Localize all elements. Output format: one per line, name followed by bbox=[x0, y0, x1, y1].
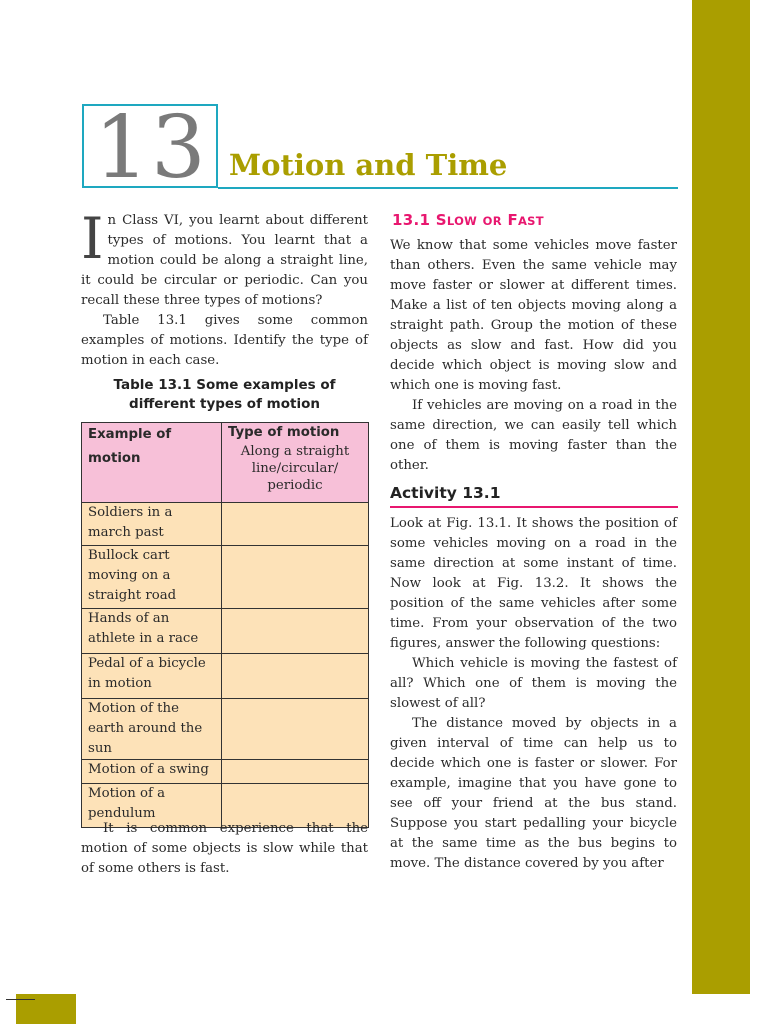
header-example bbox=[82, 423, 222, 503]
table-cell-type bbox=[222, 503, 369, 546]
activity-text bbox=[390, 514, 677, 874]
section-word2: OR bbox=[482, 214, 502, 228]
table-header-row bbox=[82, 423, 369, 503]
side-color-band bbox=[692, 0, 750, 994]
drop-cap: I bbox=[81, 206, 104, 272]
table-cell-example: Motion of a pendulum bbox=[82, 784, 222, 828]
section-text bbox=[390, 236, 677, 476]
table-row bbox=[82, 546, 369, 609]
section-word1-cap: S bbox=[435, 211, 447, 229]
header-type bbox=[222, 423, 369, 503]
left-bottom-paragraph: It is common experience that the motion of some objects is slow while that of some others is fast. bbox=[81, 821, 368, 876]
table-cell-example: Bullock cart moving on a straight road bbox=[82, 546, 222, 609]
table-row bbox=[82, 699, 369, 760]
header-type-options: Along a straight line/circular/ periodic bbox=[240, 444, 350, 493]
section-number: 13.1 bbox=[392, 211, 431, 229]
header-example-label: Example of motion bbox=[88, 427, 172, 466]
table-cell-example: Soldiers in a march past bbox=[82, 503, 222, 546]
table-cell-type bbox=[222, 546, 369, 609]
header-type-label: Type of motion bbox=[228, 425, 340, 440]
table-cell-example: Motion of a swing bbox=[82, 760, 222, 784]
chapter-title: Motion and Time bbox=[229, 148, 508, 182]
table-caption-line-2: different types of motion bbox=[129, 396, 320, 412]
activity-rule bbox=[390, 506, 678, 508]
section-word3-cap: F bbox=[507, 211, 518, 229]
table-cell-example: Motion of the earth around the sun bbox=[82, 699, 222, 760]
section-heading bbox=[392, 211, 544, 229]
section-paragraph-2: If vehicles are moving on a road in the same direction, we can easily tell which one of them is moving faster than the other. bbox=[390, 398, 677, 473]
section-word3-rest: AST bbox=[517, 214, 544, 228]
chapter-number: 13 bbox=[94, 98, 208, 198]
section-paragraph-1: We know that some vehicles move faster than others. Even the same vehicle may move faster or slower at different times. Make a list of ten objects moving along a straight path. Group the motion of these objects as slow and fast. How did you decide which object is moving slow and which one is moving fast. bbox=[390, 238, 677, 393]
table-row bbox=[82, 503, 369, 546]
table-cell-example: Pedal of a bicycle in motion bbox=[82, 654, 222, 699]
table-cell-type bbox=[222, 609, 369, 654]
table-cell-type bbox=[222, 760, 369, 784]
table-cell-type bbox=[222, 699, 369, 760]
table-row bbox=[82, 654, 369, 699]
table-cell-example: Hands of an athlete in a race bbox=[82, 609, 222, 654]
motion-examples-table bbox=[81, 422, 369, 828]
left-bottom-text bbox=[81, 819, 368, 879]
activity-paragraph-2: Which vehicle is moving the fastest of all? Which one of them is moving the slowest of all? bbox=[390, 656, 677, 711]
activity-paragraph-3: The distance moved by objects in a given interval of time can help us to decide which one is faster or slower. For example, imagine that you have gone to see off your friend at the bus stand. Suppose you start pedalling your bicycle at the same time as the bus begins to move. The distance covered by you after bbox=[390, 716, 677, 871]
activity-paragraph-1: Look at Fig. 13.1. It shows the position of some vehicles moving on a road in the same direction at some instant of time. Now look at Fig. 13.2. It shows the position of the same vehicles after some time. From your observation of the two figures, answer the following questions: bbox=[390, 516, 677, 651]
section-word1-rest: LOW bbox=[446, 214, 478, 228]
table-caption bbox=[81, 376, 368, 414]
title-rule bbox=[218, 187, 678, 189]
table-row bbox=[82, 609, 369, 654]
intro-paragraph-1-text: n Class VI, you learnt about different types of motions. You learnt that a motion could be along a straight line, it could be circular or periodic. Can you recall these three types of motions? bbox=[81, 213, 368, 308]
corner-crop-mark bbox=[6, 996, 35, 1000]
activity-title: Activity 13.1 bbox=[390, 484, 501, 502]
intro-text bbox=[81, 206, 368, 371]
intro-paragraph-1 bbox=[81, 206, 368, 311]
table-caption-line-1: Table 13.1 Some examples of bbox=[113, 377, 336, 393]
intro-paragraph-2: Table 13.1 gives some common examples of motions. Identify the type of motion in each case. bbox=[81, 313, 368, 368]
table-row bbox=[82, 760, 369, 784]
table-cell-type bbox=[222, 654, 369, 699]
